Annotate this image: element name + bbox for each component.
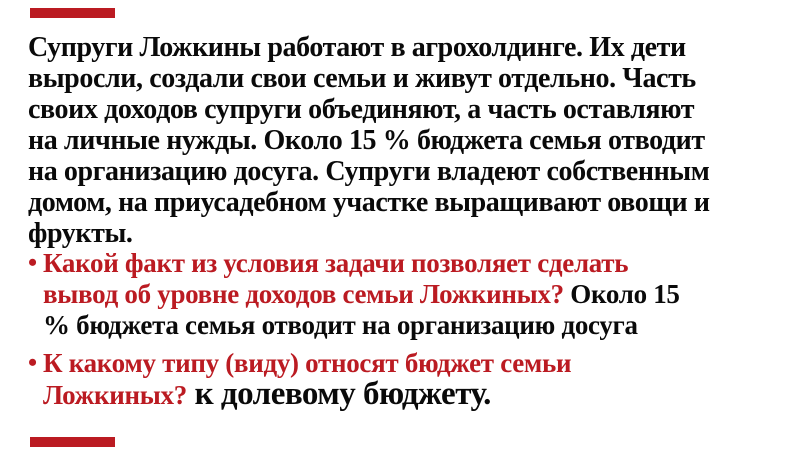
question-1-text: Какой факт из условия задачи позволяет сделать [43,248,629,278]
question-1-bullet-item [28,248,788,341]
question-2-bullet-item [28,348,788,411]
paragraph-line: на личные нужды. Около 15 % бюджета семья отводит [28,125,705,156]
paragraph-line: выросли, создали свои семьи и живут отдельно. Часть [28,63,696,94]
question-2-line [43,376,788,412]
decorative-red-bar-top [30,8,115,18]
paragraph-line: Супруги Ложкины работают в агрохолдинге. Их дети [28,32,686,63]
paragraph-line: своих доходов супруги объединяют, а часть оставляют [28,94,695,125]
question-1-line [43,310,788,341]
paragraph-line: домом, на приусадебном участке выращивают овощи и [28,187,710,218]
question-2-text: К какому типу (виду) относят бюджет семьи [43,348,572,378]
question-1-text: вывод об уровне доходов семьи Ложкиных? [43,279,564,309]
decorative-red-bar-bottom [30,437,115,447]
answer-1-text: Около 15 [563,279,680,309]
paragraph-line: фрукты. [28,218,133,249]
answer-2-text: к долевому бюджету. [186,376,491,412]
question-1-line [43,248,788,279]
question-2-line [43,348,788,379]
problem-statement-paragraph [28,32,788,249]
question-2-text: Ложкиных? [43,380,187,410]
answer-1-text: % бюджета семья отводит на организацию досуга [43,310,638,340]
bullet-icon: • [28,248,37,277]
bullet-icon: • [28,348,37,377]
paragraph-line: на организацию досуга. Супруги владеют собственным [28,156,710,187]
question-1-line [43,279,788,310]
